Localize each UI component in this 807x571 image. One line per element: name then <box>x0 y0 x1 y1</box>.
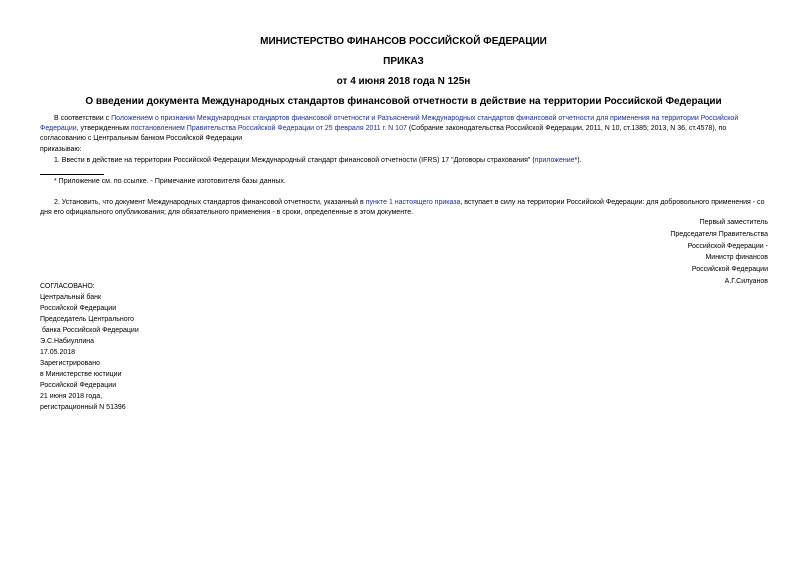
order-word: приказываю: <box>40 146 82 153</box>
item-2-paragraph <box>40 198 768 218</box>
signer-name: А.Г.Силуанов <box>724 277 768 285</box>
preamble-text-2: , утвержденным <box>76 125 131 132</box>
registration-date: 21 июня 2018 года, <box>40 393 103 400</box>
registration-line: Зарегистрировано <box>40 360 100 367</box>
item-1-paragraph <box>40 156 768 166</box>
footnote-text: * Приложение см. по ссылке. - Примечание изготовителя базы данных. <box>54 178 286 185</box>
approval-line: Центральный банк <box>40 294 102 301</box>
doc-date-number: от 4 июня 2018 года N 125н <box>336 76 471 87</box>
registration-number: регистрационный N 51396 <box>40 404 126 411</box>
registration-line: в Министерстве юстиции <box>40 371 122 378</box>
approval-line: Российской Федерации <box>40 305 117 312</box>
approval-block <box>40 281 280 413</box>
government-decree-link[interactable]: постановлением Правительства Российской Федерации от 25 февраля 2011 г. N 107 <box>130 125 407 132</box>
signature-line: Российской Федерации <box>691 266 768 274</box>
signature-line: Председателя Правительства <box>670 230 768 238</box>
appendix-link[interactable]: приложение <box>534 157 575 164</box>
approver-name: Э.С.Набиуллина <box>40 338 95 345</box>
registration-line: Российской Федерации <box>40 382 117 389</box>
signature-line: Первый заместитель <box>699 219 768 226</box>
preamble-text-1: В соответствии с <box>54 115 112 122</box>
regulation-link[interactable]: Положением о признании Международных стандартов финансовой отчетности и Разъяснений Международных стандартов финансовой отчетности для применения на территории Российской Федерации <box>40 115 739 132</box>
item-1-reference-link[interactable]: пункте 1 настоящего приказа <box>365 199 461 206</box>
signature-line: Министр финансов <box>705 254 768 262</box>
approval-line: банка Российской Федерации <box>40 327 139 334</box>
item-1-text: 1. Ввести в действие на территории Российской Федерации Международный стандарт финансовой отчетности (IFRS) 17 "Договоры страхования" ( <box>54 157 535 164</box>
preamble-text-3: (Собрание законодательства Российской Федерации, 2011, N 10, ст.1385; 2013, N 36, ст.4578), по согласованию с Центральным банком Российской Федерации <box>40 125 727 142</box>
item-2-text-2: , вступает в силу на территории Российской Федерации: для добровольного применения - со дня его официального опубликования; для обязательного применения - в сроки, определенные в этом документе. <box>40 199 765 216</box>
signature-block <box>548 217 768 288</box>
approval-line: Председатель Центрального <box>40 316 134 323</box>
approval-date: 17.05.2018 <box>40 349 76 356</box>
doc-type-heading: ПРИКАЗ <box>383 56 424 67</box>
footnote-separator <box>40 174 104 175</box>
signature-line: Российской Федерации - <box>687 242 768 250</box>
preamble-paragraph <box>40 114 768 144</box>
ministry-heading: МИНИСТЕРСТВО ФИНАНСОВ РОССИЙСКОЙ ФЕДЕРАЦИИ <box>260 36 547 47</box>
item-2-text-1: 2. Установить, что документ Международных стандартов финансовой отчетности, указанный в <box>54 199 366 206</box>
approval-heading: СОГЛАСОВАНО: <box>40 283 95 290</box>
item-1-end: *). <box>574 157 582 164</box>
doc-title: О введении документа Международных стандартов финансовой отчетности в действие на территории Российской Федерации <box>85 96 722 107</box>
